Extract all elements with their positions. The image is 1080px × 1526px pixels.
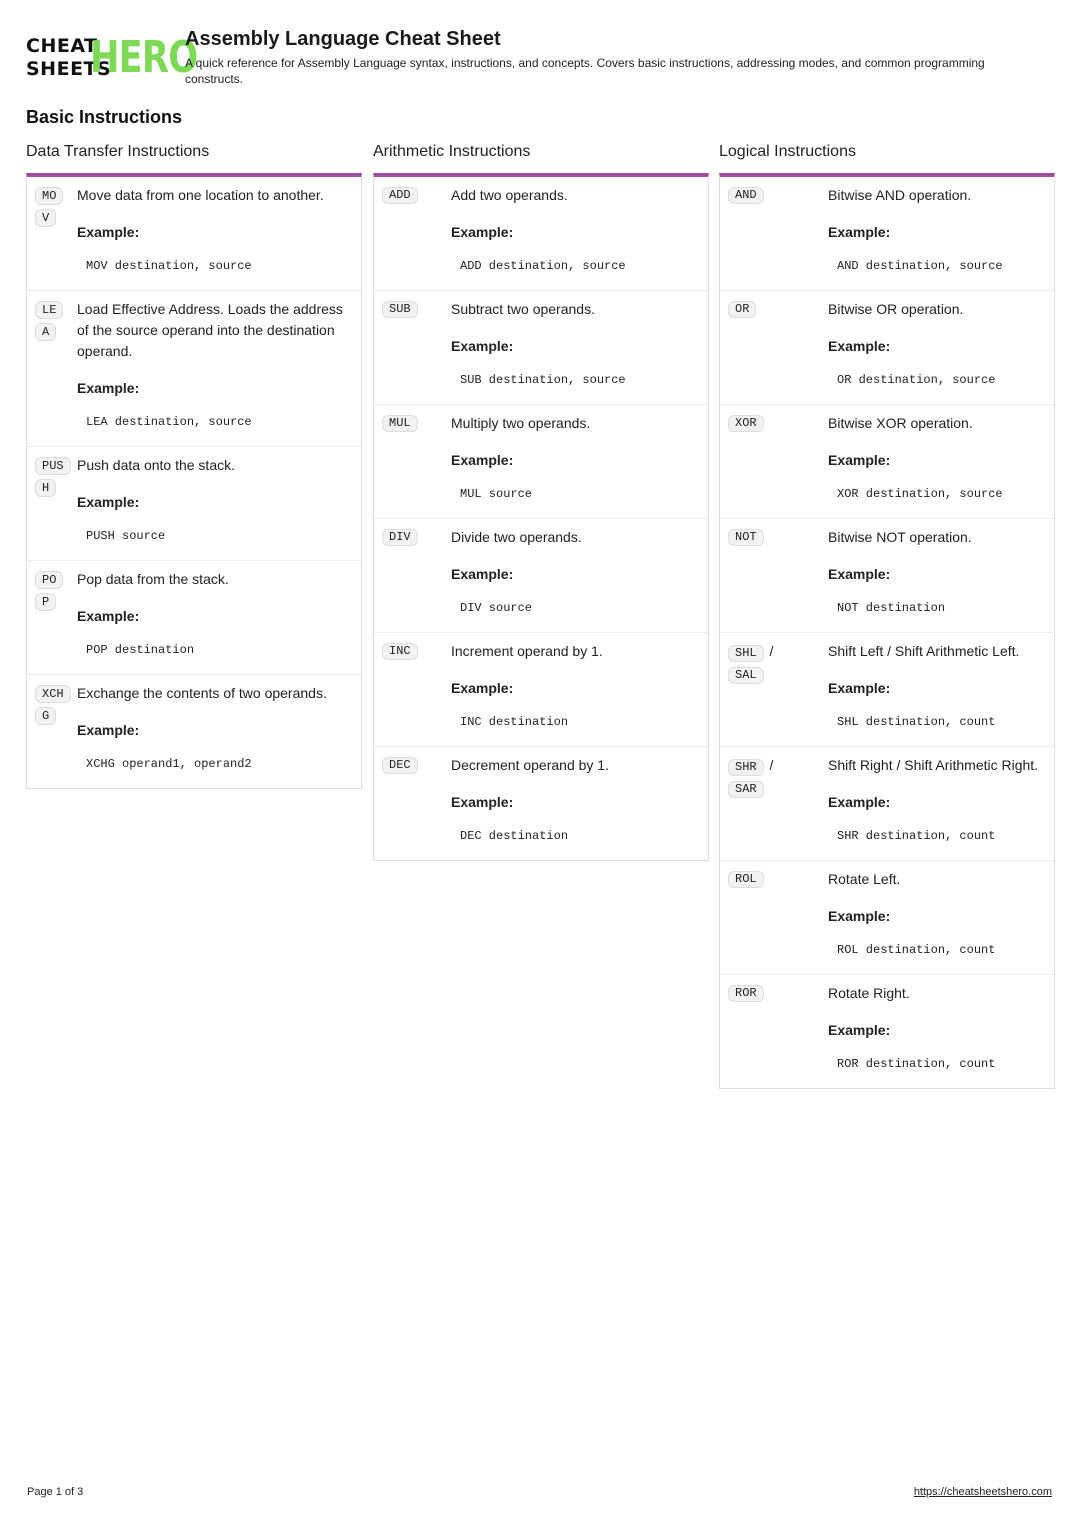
example-label: Example:	[77, 224, 140, 240]
instruction-details	[451, 641, 708, 733]
example-code: POP destination	[86, 643, 195, 657]
instruction-details	[828, 755, 1054, 847]
example-code: XOR destination, source	[837, 487, 1003, 501]
instruction-row	[27, 447, 361, 561]
instruction-details	[77, 683, 361, 775]
example-label: Example:	[451, 566, 514, 582]
instruction-row	[374, 747, 708, 860]
example-code: DIV source	[460, 601, 533, 615]
example-code: AND destination, source	[837, 259, 1003, 273]
example-code: ROR destination, count	[837, 1057, 996, 1071]
instruction-details	[77, 299, 361, 433]
instruction-row	[720, 519, 1054, 633]
instruction-row	[27, 675, 361, 788]
instruction-mnemonic: INC	[382, 643, 418, 660]
logo-text-sheets: SHEETS	[26, 58, 112, 80]
instruction-description: Bitwise AND operation.	[828, 187, 972, 203]
instruction-mnemonic-alt: SAL	[728, 667, 764, 684]
instruction-row	[374, 291, 708, 405]
instruction-mnemonic: XOR	[728, 415, 764, 432]
instruction-mnemonic: XCHG	[35, 685, 71, 725]
instruction-key	[382, 755, 451, 775]
instruction-key	[382, 185, 451, 205]
instruction-key	[35, 683, 65, 727]
instruction-mnemonic: ADD	[382, 187, 418, 204]
instruction-mnemonic: LEA	[35, 301, 63, 341]
instruction-key	[35, 569, 65, 613]
instruction-description: Rotate Right.	[828, 985, 910, 1001]
instruction-key	[728, 983, 828, 1003]
example-code: DEC destination	[460, 829, 569, 843]
instruction-key	[35, 185, 65, 229]
page-number: Page 1 of 3	[27, 1486, 84, 1498]
example-code: SHR destination, count	[837, 829, 996, 843]
instruction-mnemonic: SUB	[382, 301, 418, 318]
instruction-key	[728, 755, 828, 799]
instruction-key	[728, 185, 828, 205]
example-code: PUSH source	[86, 529, 166, 543]
example-label: Example:	[77, 722, 140, 738]
column-arithmetic	[373, 141, 709, 861]
column-title: Logical Instructions	[719, 143, 856, 160]
instruction-row	[720, 177, 1054, 291]
example-label: Example:	[451, 224, 514, 240]
instruction-mnemonic: MOV	[35, 187, 63, 227]
instruction-details	[828, 641, 1054, 733]
example-label: Example:	[77, 380, 140, 396]
page-subtitle: A quick reference for Assembly Language syntax, instructions, and concepts. Covers basic instructions, addressing modes, and common programming constructs.	[185, 56, 985, 86]
example-label: Example:	[828, 680, 891, 696]
instruction-description: Decrement operand by 1.	[451, 757, 609, 773]
instruction-key	[728, 869, 828, 889]
example-code: NOT destination	[837, 601, 946, 615]
instruction-row	[720, 405, 1054, 519]
instruction-row	[720, 291, 1054, 405]
instruction-row	[720, 633, 1054, 747]
example-code: LEA destination, source	[86, 415, 252, 429]
instruction-key	[35, 299, 65, 343]
instruction-details	[828, 413, 1054, 505]
instruction-description: Bitwise XOR operation.	[828, 415, 973, 431]
example-label: Example:	[828, 566, 891, 582]
instruction-row	[720, 861, 1054, 975]
instruction-details	[828, 869, 1054, 961]
instruction-details	[828, 983, 1054, 1075]
instruction-details	[77, 185, 361, 277]
cheatsheets-hero-logo[interactable]	[26, 32, 198, 83]
instruction-details	[451, 413, 708, 505]
mnemonic-separator: /	[765, 643, 774, 659]
instruction-mnemonic: AND	[728, 187, 764, 204]
instruction-details	[451, 185, 708, 277]
column-title: Arithmetic Instructions	[373, 143, 531, 160]
instruction-description: Bitwise OR operation.	[828, 301, 964, 317]
instruction-description: Add two operands.	[451, 187, 568, 203]
instruction-mnemonic: PUSH	[35, 457, 71, 497]
instruction-card	[373, 173, 709, 861]
instruction-row	[374, 405, 708, 519]
instruction-key	[728, 413, 828, 433]
instruction-row	[374, 633, 708, 747]
instruction-description: Bitwise NOT operation.	[828, 529, 972, 545]
column-data-transfer	[26, 141, 362, 789]
instruction-mnemonic: NOT	[728, 529, 764, 546]
instruction-description: Load Effective Address. Loads the address of the source operand into the destination operand.	[77, 301, 343, 359]
instruction-key	[382, 413, 451, 433]
instruction-key	[382, 527, 451, 547]
instruction-description: Shift Right / Shift Arithmetic Right.	[828, 757, 1039, 773]
instruction-description: Pop data from the stack.	[77, 571, 229, 587]
example-label: Example:	[828, 338, 891, 354]
instruction-mnemonic: ROL	[728, 871, 764, 888]
instruction-details	[828, 527, 1054, 619]
example-code: ADD destination, source	[460, 259, 626, 273]
example-label: Example:	[451, 680, 514, 696]
column-title: Data Transfer Instructions	[26, 143, 210, 160]
section-title: Basic Instructions	[26, 107, 183, 127]
logo-text-hero: HERO	[90, 32, 198, 83]
instruction-mnemonic-alt: SAR	[728, 781, 764, 798]
instruction-details	[828, 185, 1054, 277]
instruction-card	[26, 173, 362, 789]
instruction-description: Move data from one location to another.	[77, 187, 324, 203]
mnemonic-separator: /	[765, 757, 774, 773]
example-code: ROL destination, count	[837, 943, 996, 957]
page-title: Assembly Language Cheat Sheet	[185, 28, 501, 50]
instruction-mnemonic: MUL	[382, 415, 418, 432]
instruction-description: Push data onto the stack.	[77, 457, 235, 473]
example-code: INC destination	[460, 715, 569, 729]
instruction-description: Subtract two operands.	[451, 301, 595, 317]
site-link[interactable]: https://cheatsheetshero.com	[913, 1486, 1052, 1498]
example-code: MOV destination, source	[86, 259, 252, 273]
example-code: SUB destination, source	[460, 373, 626, 387]
example-code: XCHG operand1, operand2	[86, 757, 252, 771]
example-code: MUL source	[460, 487, 533, 501]
instruction-details	[451, 527, 708, 619]
instruction-mnemonic: SHL	[728, 645, 764, 662]
instruction-description: Increment operand by 1.	[451, 643, 603, 659]
example-label: Example:	[828, 908, 891, 924]
column-logical	[719, 141, 1055, 1089]
example-code: OR destination, source	[837, 373, 996, 387]
example-label: Example:	[828, 1022, 891, 1038]
example-label: Example:	[77, 608, 140, 624]
instruction-mnemonic: DEC	[382, 757, 418, 774]
instruction-key	[382, 641, 451, 661]
instruction-mnemonic: OR	[728, 301, 756, 318]
instruction-row	[374, 177, 708, 291]
example-label: Example:	[828, 794, 891, 810]
example-label: Example:	[451, 794, 514, 810]
example-label: Example:	[828, 452, 891, 468]
instruction-details	[828, 299, 1054, 391]
instruction-description: Exchange the contents of two operands.	[77, 685, 327, 701]
instruction-row	[27, 291, 361, 447]
example-label: Example:	[77, 494, 140, 510]
instruction-key	[35, 455, 65, 499]
instruction-details	[77, 455, 361, 547]
instruction-key	[382, 299, 451, 319]
instruction-description: Multiply two operands.	[451, 415, 591, 431]
instruction-row	[27, 561, 361, 675]
instruction-card	[719, 173, 1055, 1089]
example-code: SHL destination, count	[837, 715, 996, 729]
instruction-mnemonic: POP	[35, 571, 63, 611]
instruction-row	[720, 975, 1054, 1088]
instruction-key	[728, 527, 828, 547]
instruction-description: Shift Left / Shift Arithmetic Left.	[828, 643, 1020, 659]
instruction-key	[728, 299, 828, 319]
instruction-details	[451, 299, 708, 391]
logo-text-cheat: CHEAT	[26, 35, 98, 57]
instruction-details	[77, 569, 361, 661]
instruction-mnemonic: DIV	[382, 529, 418, 546]
instruction-row	[374, 519, 708, 633]
instruction-mnemonic: ROR	[728, 985, 764, 1002]
instruction-row	[27, 177, 361, 291]
example-label: Example:	[828, 224, 891, 240]
instruction-key	[728, 641, 828, 685]
instruction-mnemonic: SHR	[728, 759, 764, 776]
instruction-description: Divide two operands.	[451, 529, 582, 545]
instruction-row	[720, 747, 1054, 861]
instruction-details	[451, 755, 708, 847]
example-label: Example:	[451, 452, 514, 468]
example-label: Example:	[451, 338, 514, 354]
instruction-description: Rotate Left.	[828, 871, 901, 887]
